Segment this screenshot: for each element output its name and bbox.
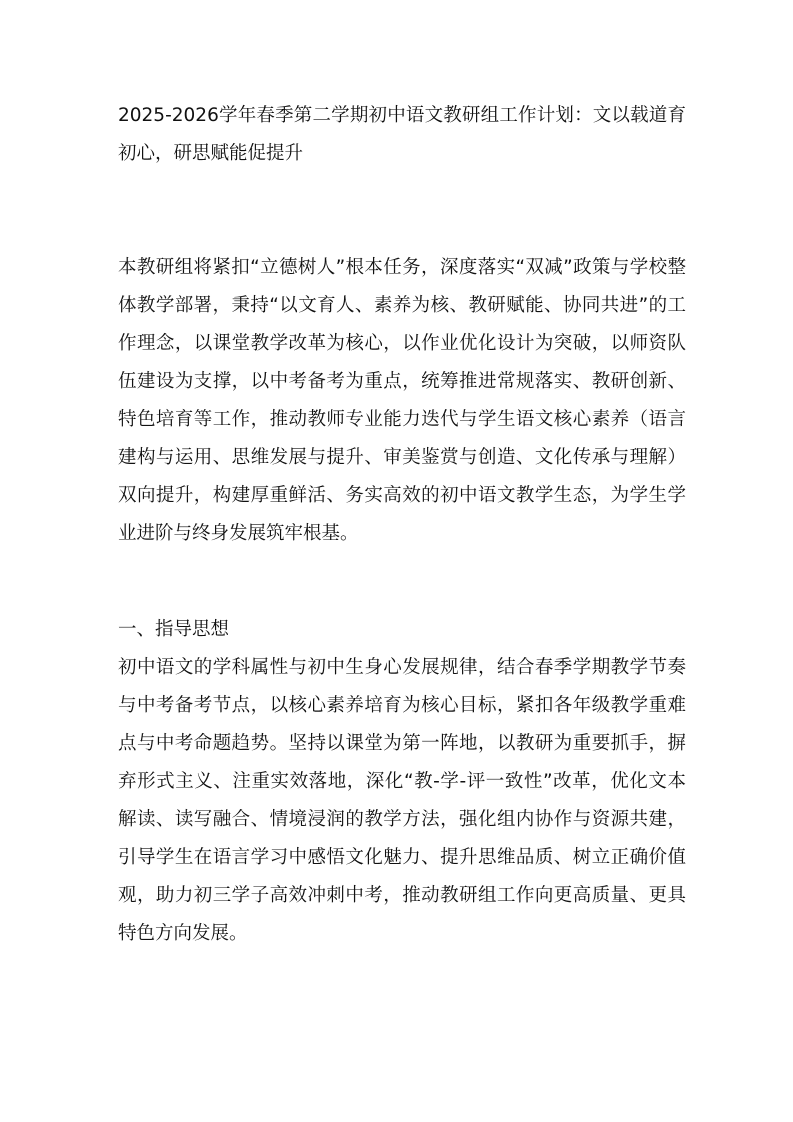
document-title: 2025-2026学年春季第二学期初中语文教研组工作计划：文以载道育初心，研思赋能促提升 [118, 105, 686, 164]
spacer [118, 173, 686, 249]
section-body: 初中语文的学科属性与初中生身心发展规律，结合春季学期教学节奏与中考备考节点，以核心素养培育为核心目标，紧扣各年级教学重难点与中考命题趋势。坚持以课堂为第一阵地，以教研为重要抓手，摒弃形式主义、注重实效落地，深化“教-学-评一致性”改革，优化文本解读、读写融合、情境浸润的教学方法，强化组内协作与资源共建，引导学生在语言学习中感悟文化魅力、提升思维品质、树立正确价值观，助力初三学子高效冲刺中考，推动教研组工作向更高质量、更具特色方向发展。 [118, 657, 686, 944]
intro-paragraph: 本教研组将紧扣“立德树人”根本任务，深度落实“双减”政策与学校整体教学部署，秉持“以文育人、素养为核、教研赋能、协同共进”的工作理念，以课堂教学改革为核心，以作业优化设计为突破，以师资队伍建设为支撑，以中考备考为重点，统筹推进常规落实、教研创新、特色培育等工作，推动教师专业能力迭代与学生语文核心素养（语言建构与运用、思维发展与提升、审美鉴赏与创造、文化传承与理解）双向提升，构建厚重鲜活、务实高效的初中语文教学生态，为学生学业进阶与终身发展筑牢根基。 [118, 257, 686, 544]
document-content [118, 97, 686, 953]
section-heading: 一、指导思想 [118, 619, 230, 640]
spacer [118, 553, 686, 611]
